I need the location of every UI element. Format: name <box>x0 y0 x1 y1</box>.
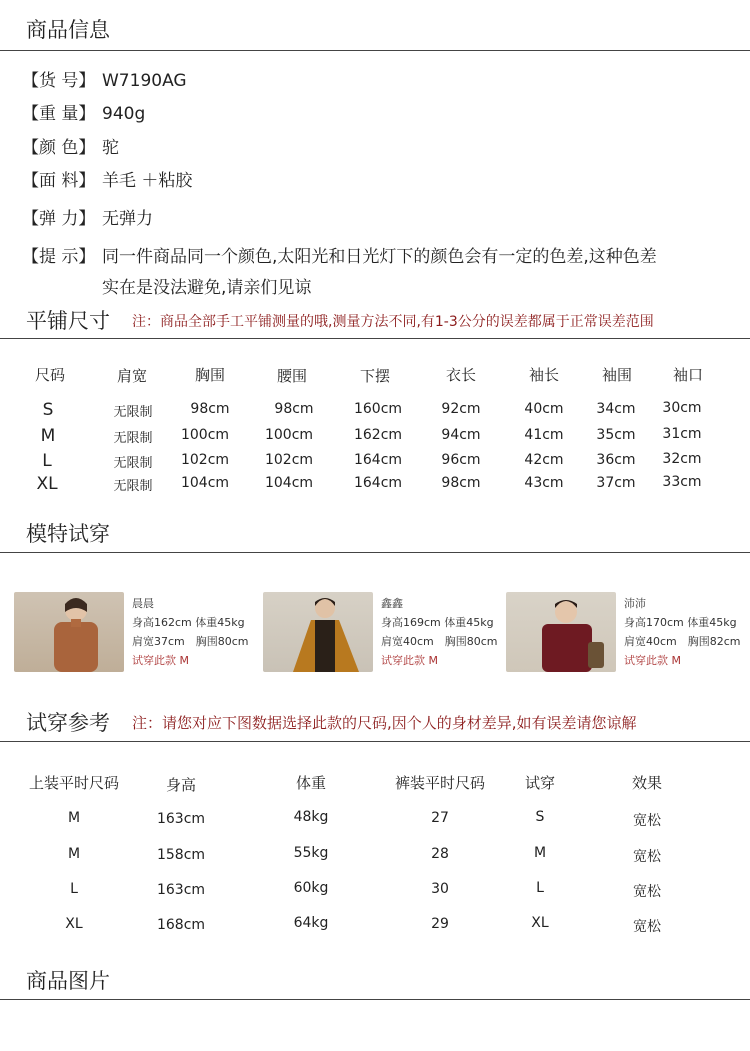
size-table-header: 袖长 <box>528 366 560 384</box>
divider <box>0 338 750 339</box>
size-table-cell: 92cm <box>441 401 481 417</box>
model-body: 身高169cm 体重45kg <box>381 616 494 629</box>
model-figure-image <box>263 592 373 672</box>
try-table-cell: M <box>533 845 547 861</box>
try-table-cell: 168cm <box>156 917 206 933</box>
try-table-cell: XL <box>531 915 549 931</box>
try-table-header: 上装平时尺码 <box>28 774 120 792</box>
size-table-cell: 98cm <box>190 401 230 417</box>
size-table-cell: 30cm <box>662 400 702 416</box>
info-value: W7190AG <box>102 71 187 91</box>
try-table-cell: 宽松 <box>633 919 661 935</box>
try-table-cell: M <box>67 846 81 862</box>
try-table-cell: 宽松 <box>633 849 661 865</box>
size-table-cell: 96cm <box>441 452 481 468</box>
model-measure: 肩宽40cm 胸围82cm <box>624 635 741 648</box>
size-table-header: 尺码 <box>34 366 66 384</box>
info-row-weight <box>22 99 145 124</box>
model-body: 身高170cm 体重45kg <box>624 616 737 629</box>
info-row-fabric <box>22 166 192 191</box>
size-table-cell: S <box>42 400 54 420</box>
size-table-cell: 35cm <box>596 427 636 443</box>
try-table-header: 身高 <box>165 776 197 794</box>
info-row-color <box>22 133 119 158</box>
divider <box>0 552 750 553</box>
model-measure: 肩宽37cm 胸围80cm <box>132 635 249 648</box>
size-table-cell: 33cm <box>662 474 702 490</box>
model-try-size: 试穿此款 M <box>624 654 681 667</box>
try-table-cell: 163cm <box>156 811 206 827</box>
section-title-product-images: 商品图片 <box>26 969 110 993</box>
size-table-cell: 104cm <box>264 475 314 491</box>
size-table-cell: 41cm <box>524 427 564 443</box>
model-photo <box>506 592 616 672</box>
try-table-cell: 64kg <box>293 915 329 931</box>
size-table-cell: 37cm <box>596 475 636 491</box>
info-label: 【货 号】 <box>22 71 96 91</box>
info-value: 同一件商品同一个颜色,太阳光和日光灯下的颜色会有一定的色差,这种色差 <box>102 247 657 267</box>
divider <box>0 50 750 51</box>
size-table-cell: 40cm <box>524 401 564 417</box>
try-reference-note: 注：请您对应下图数据选择此款的尺码,因个人的身材差异,如有误差请您谅解 <box>132 714 637 732</box>
model-try-size: 试穿此款 M <box>381 654 438 667</box>
try-table-cell: S <box>535 809 545 825</box>
size-table-cell: 98cm <box>441 475 481 491</box>
try-table-cell: 48kg <box>293 809 329 825</box>
divider <box>0 999 750 1000</box>
section-title-product-info: 商品信息 <box>26 18 110 42</box>
size-table-header: 腰围 <box>276 367 308 385</box>
size-table-cell: 94cm <box>441 427 481 443</box>
size-table-cell: 164cm <box>353 452 403 468</box>
info-label: 【重 量】 <box>22 104 96 124</box>
size-table-header: 衣长 <box>445 366 477 384</box>
size-table-cell: 160cm <box>353 401 403 417</box>
size-table-cell: XL <box>36 474 58 494</box>
model-name: 晨晨 <box>132 597 154 610</box>
size-table-cell: 98cm <box>274 401 314 417</box>
model-info <box>624 594 741 670</box>
size-table-cell: 无限制 <box>113 405 153 420</box>
size-table-cell: 36cm <box>596 452 636 468</box>
info-label: 【面 料】 <box>22 171 96 191</box>
size-table-header: 袖口 <box>672 366 704 384</box>
try-table-cell: 55kg <box>293 845 329 861</box>
info-row-elasticity <box>22 204 153 229</box>
size-table-cell: 164cm <box>353 475 403 491</box>
size-table-cell: M <box>40 426 56 446</box>
info-row-tip <box>22 242 657 267</box>
divider <box>0 741 750 742</box>
try-table-header: 裤装平时尺码 <box>394 774 486 792</box>
section-title-model-try: 模特试穿 <box>26 522 110 546</box>
model-figure-image <box>14 592 124 672</box>
size-table-cell: 102cm <box>264 452 314 468</box>
try-table-cell: 60kg <box>293 880 329 896</box>
try-table-cell: 宽松 <box>633 884 661 900</box>
try-table-cell: XL <box>65 916 83 932</box>
try-table-header: 效果 <box>631 774 663 792</box>
size-table-cell: 162cm <box>353 427 403 443</box>
size-table-cell: 无限制 <box>113 479 153 494</box>
info-value: 羊毛 ＋粘胶 <box>102 171 193 191</box>
info-label: 【颜 色】 <box>22 138 96 158</box>
try-table-cell: 29 <box>431 916 449 932</box>
size-table-cell: 100cm <box>180 427 230 443</box>
info-tip-continued: 实在是没法避免,请亲们见谅 <box>102 278 312 298</box>
model-info <box>381 594 498 670</box>
size-table-cell: 102cm <box>180 452 230 468</box>
info-value: 无弹力 <box>102 209 153 229</box>
model-name: 鑫鑫 <box>381 597 403 610</box>
try-table-cell: 28 <box>431 846 449 862</box>
size-table-cell: 42cm <box>524 452 564 468</box>
info-label: 【提 示】 <box>22 247 96 267</box>
model-body: 身高162cm 体重45kg <box>132 616 245 629</box>
try-table-header: 试穿 <box>524 774 556 792</box>
model-measure: 肩宽40cm 胸围80cm <box>381 635 498 648</box>
info-value: 940g <box>102 104 146 124</box>
model-figure-image <box>506 592 616 672</box>
size-table-header: 袖围 <box>601 366 633 384</box>
model-name: 沛沛 <box>624 597 646 610</box>
size-table-cell: 无限制 <box>113 431 153 446</box>
size-table-header: 胸围 <box>194 366 226 384</box>
size-table-cell: 43cm <box>524 475 564 491</box>
flat-size-note: 注：商品全部手工平铺测量的哦,测量方法不同,有1-3公分的误差都属于正常误差范围 <box>132 314 654 330</box>
info-row-sku <box>22 66 187 91</box>
size-table-cell: L <box>42 451 52 471</box>
section-title-try-reference: 试穿参考 <box>26 711 110 735</box>
try-table-cell: 158cm <box>156 847 206 863</box>
size-table-cell: 34cm <box>596 401 636 417</box>
size-table-cell: 104cm <box>180 475 230 491</box>
model-photo <box>14 592 124 672</box>
model-photo <box>263 592 373 672</box>
size-table-cell: 无限制 <box>113 456 153 471</box>
model-try-size: 试穿此款 M <box>132 654 189 667</box>
info-value: 驼 <box>102 138 119 158</box>
try-table-cell: 30 <box>431 881 449 897</box>
try-table-cell: M <box>67 810 81 826</box>
info-label: 【弹 力】 <box>22 209 96 229</box>
try-table-cell: 27 <box>431 810 449 826</box>
section-title-flat-size: 平铺尺寸 <box>26 309 110 333</box>
size-table-header: 肩宽 <box>116 367 148 385</box>
try-table-cell: L <box>70 881 78 897</box>
try-table-cell: 163cm <box>156 882 206 898</box>
model-info <box>132 594 249 670</box>
size-table-cell: 32cm <box>662 451 702 467</box>
size-table-cell: 31cm <box>662 426 702 442</box>
size-table-header: 下摆 <box>359 367 391 385</box>
try-table-cell: 宽松 <box>633 813 661 829</box>
try-table-header: 体重 <box>295 774 327 792</box>
try-table-cell: L <box>536 880 544 896</box>
size-table-cell: 100cm <box>264 427 314 443</box>
